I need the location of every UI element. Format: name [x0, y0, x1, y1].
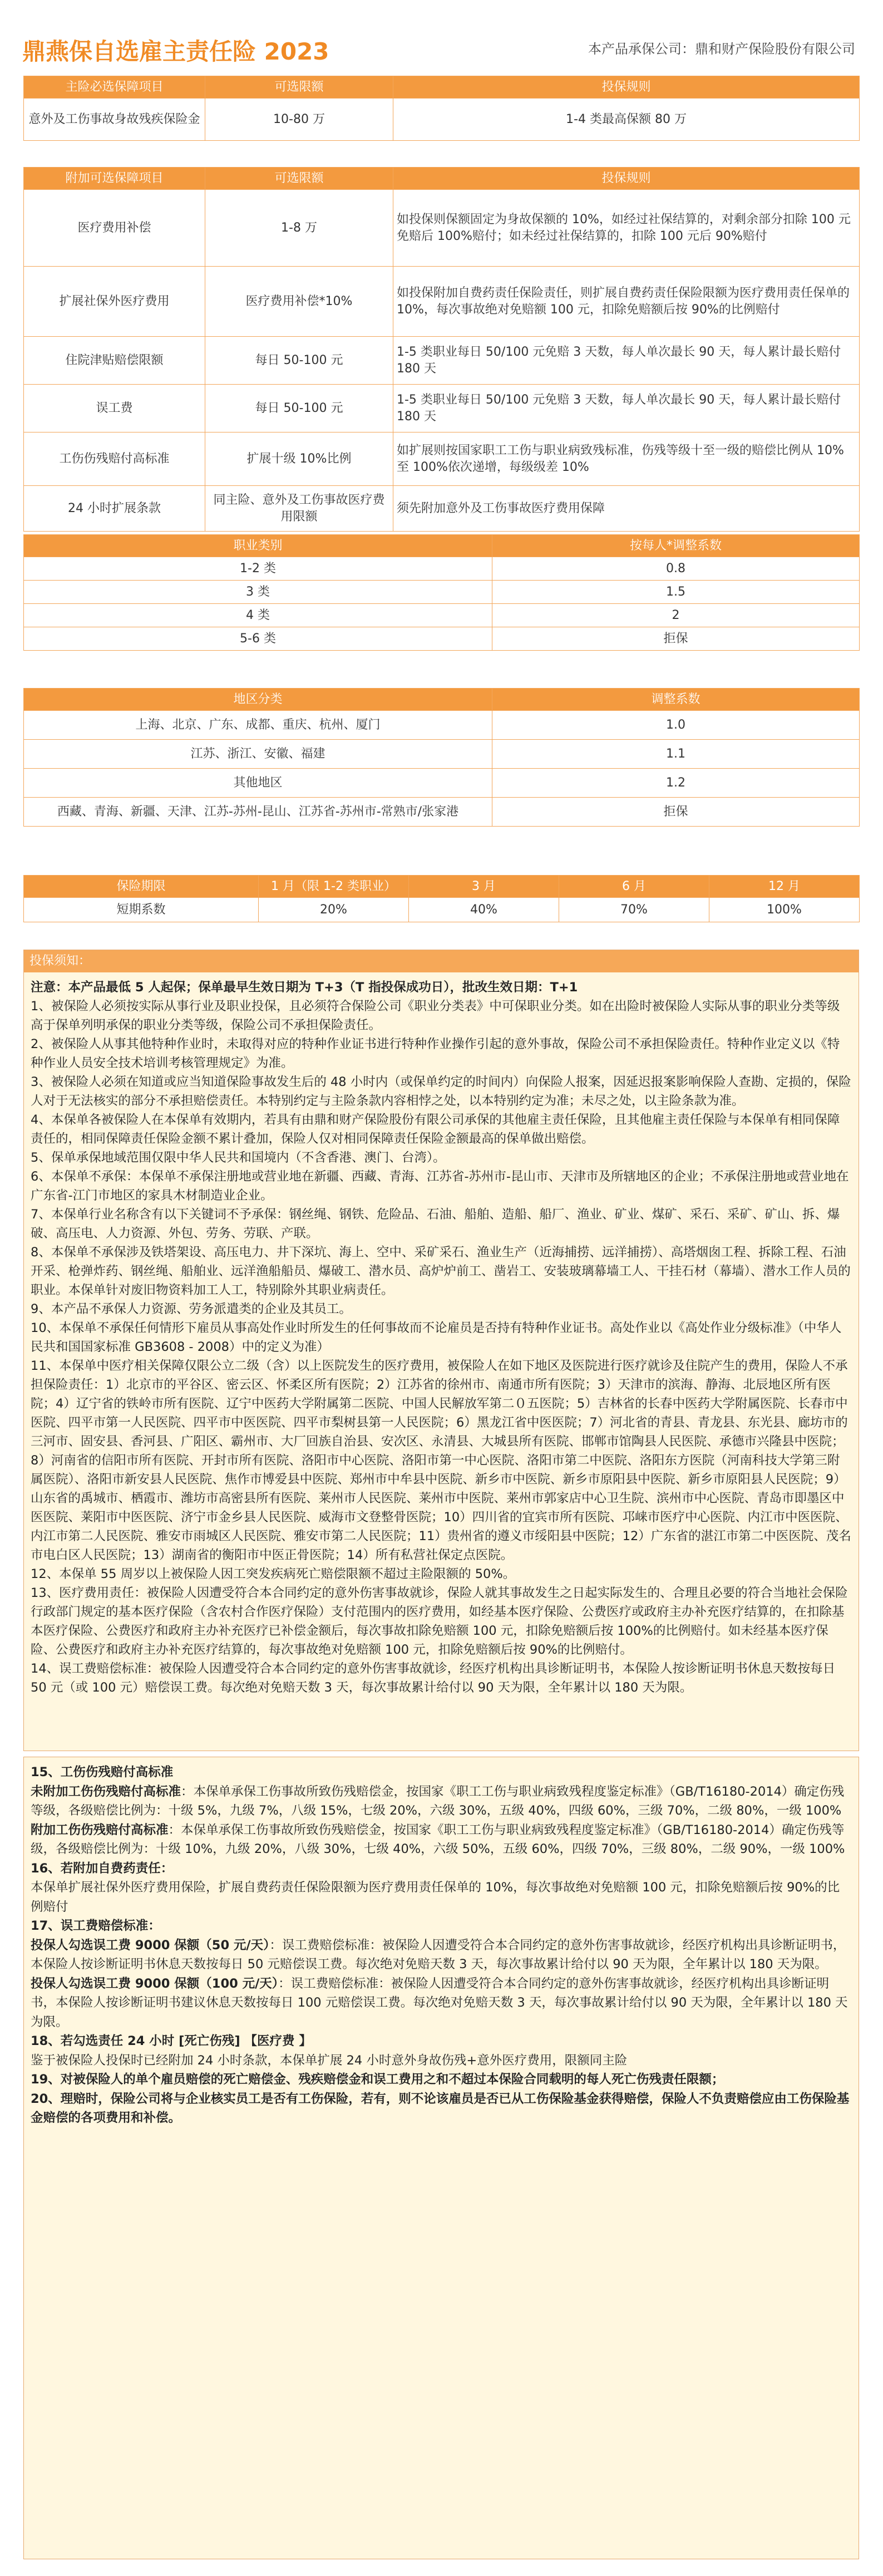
notice-paragraph: 10、本保单不承保任何情形下雇员从事高处作业时所发生的任何事故而不论雇员是否持有特种作业证书。高处作业以《高处作业分级标准》（中华人民共和国国家标准 GB3608 - 2008）中的定义为准） [31, 1321, 842, 1354]
region-name: 其他地区 [24, 769, 492, 798]
addon-rule: 1-5 类职业每日 50/100 元免赔 3 天数，每人单次最长 90 天，每人累计最长赔付 180 天 [393, 385, 860, 432]
notice-paragraph: 注意：本产品最低 5 人起保；保单最早生效日期为 T+3（T 指投保成功日），批改生效日期：T+1 [31, 980, 578, 995]
header-cell: 6 月 [559, 876, 709, 898]
region-factor: 拒保 [492, 798, 860, 827]
occupation-class: 5-6 类 [24, 627, 492, 651]
region-table [23, 688, 860, 827]
extra-term-item: 18、若勾选责任 24 小时 [死亡伤残] 【医疗费 】 [31, 2034, 312, 2048]
notice-body [24, 972, 859, 1703]
addon-limit: 扩展十级 10%比例 [205, 432, 393, 486]
table-row [24, 604, 860, 627]
period-factor: 40% [409, 898, 559, 922]
addon-rule: 如投保附加自费药责任保险责任，则扩展自费药责任保险限额为医疗费用责任保单的 10%，每次事故绝对免赔额 100 元，扣除免赔额后按 90%的比例赔付 [393, 267, 860, 337]
table-row [24, 711, 860, 740]
main-coverage-table [23, 76, 860, 141]
table-header-row [24, 76, 860, 99]
extra-term-lead: 附加工伤伤残赔付高标准 [31, 1822, 169, 1837]
header-cell: 可选限额 [205, 168, 393, 190]
extra-term-item [31, 1782, 852, 1821]
region-factor: 1.1 [492, 740, 860, 769]
notice-paragraph: 11、本保单中医疗相关保障仅限公立二级（含）以上医院发生的医疗费用，被保险人在如下地区及医院进行医疗就诊及住院产生的费用，保险人不承担保险责任：1）北京市的平谷区、密云区、怀柔区所有医院；2）江苏省的徐州市、南通市所有医院；3）天津市的滨海、静海、北辰地区所有医院；4）辽宁省的铁岭市所有医院、辽宁中医药大学附属第二医院、中国人民解放军第二０五医院；5）吉林省的长春中医药大学附属医院、长春市中医院、四平市第一人民医院、四平市中医医院、四平市梨树县第一人民医院；6）黑龙江省中医医院；7）河北省的青县、青龙县、东光县、廊坊市的三河市、固安县、香河县、广阳区、霸州市、大厂回族自治县、安次区、永清县、大城县所有医院、邯郸市馆陶县人民医院、承德市兴隆县中医院；8）河南省的信阳市所有医院、开封市所有医院、洛阳市中心医院、洛阳市第一中心医院、洛阳市第二中医院、洛阳东方医院（河南科技大学第三附属医院）、洛阳市新安县人民医院、焦作市博爱县中医院、郑州市中牟县中医院、新乡市中医院、新乡市原阳县中医院、新乡市原阳县人民医院；9）山东省的禹城市、栖霞市、潍坊市高密县所有医院、莱州市人民医院、莱州市中医院、莱州市郭家店中心卫生院、滨州市中心医院、青岛市即墨区中医医院、莱阳市中医医院、济宁市金乡县人民医院、威海市文登整骨医院；10）四川省的宜宾市所有医院、邛崃市医疗中心医院、内江市中医医院、内江市第二人民医院、雅安市雨城区人民医院、雅安市第二人民医院；11）贵州省的遵义市绥阳县中医院；12）广东省的湛江市第二中医医院、茂名市电白区人民医院；13）湖南省的衡阳市中医正骨医院；14）所有私营社保定点医院。 [31, 1359, 851, 1562]
period-factor: 70% [559, 898, 709, 922]
header-cell: 附加可选保障项目 [24, 168, 205, 190]
insurer-label: 本产品承保公司：鼎和财产保险股份有限公司 [588, 41, 855, 57]
header-cell: 投保规则 [393, 76, 860, 99]
addon-item: 住院津贴赔偿限额 [24, 337, 205, 385]
period-factor: 20% [259, 898, 409, 922]
table-row [24, 627, 860, 651]
header-cell: 1 月（限 1-2 类职业） [259, 876, 409, 898]
region-name: 上海、北京、广东、成都、重庆、杭州、厦门 [24, 711, 492, 740]
occupation-table [23, 534, 860, 651]
coverage-item: 意外及工伤事故身故残疾保险金 [24, 99, 205, 141]
table-header-row [24, 689, 860, 711]
table-row [24, 385, 860, 432]
addon-coverage-table [23, 167, 860, 532]
occupation-factor: 拒保 [492, 627, 860, 651]
table-row [24, 557, 860, 581]
extra-term-text: ：误工费赔偿标准：被保险人因遭受符合本合同约定的意外伤害事故就诊，经医疗机构出具诊断证明书，本保险人按诊断证明书建议休息天数按每日 100 元赔偿误工费。每次绝对免赔天数 3 天，每次事故累计给付以 90 天为限，全年累计以 180 天为限。 [31, 1976, 848, 2029]
header-cell: 按每人*调整系数 [492, 535, 860, 557]
header-cell: 12 月 [709, 876, 860, 898]
occupation-class: 3 类 [24, 581, 492, 604]
table-row [24, 337, 860, 385]
table-header-row [24, 535, 860, 557]
occupation-class: 1-2 类 [24, 557, 492, 581]
notice-paragraph: 12、本保单 55 周岁以上被保险人因工突发疾病死亡赔偿限额不超过主险限额的 50%。 [31, 1567, 516, 1581]
addon-rule: 如扩展则按国家职工工伤与职业病致残标准，伤残等级十至一级的赔偿比例从 10%至 100%依次递增，每级级差 10% [393, 432, 860, 486]
table-row [24, 486, 860, 532]
extra-term-item [31, 1821, 852, 1859]
header-cell: 3 月 [409, 876, 559, 898]
table-row [24, 898, 860, 922]
extra-term-item: 16、若附加自费药责任： [31, 1861, 174, 1876]
region-factor: 1.0 [492, 711, 860, 740]
addon-rule: 如投保则保额固定为身故保额的 10%，如经过社保结算的，对剩余部分扣除 100 元免赔后 100%赔付；如未经过社保结算的，扣除 100 元后 90%赔付 [393, 190, 860, 267]
addon-item: 医疗费用补偿 [24, 190, 205, 267]
addon-item: 24 小时扩展条款 [24, 486, 205, 532]
notice-paragraph: 8、本保单不承保涉及铁塔架设、高压电力、井下深坑、海上、空中、采矿采石、渔业生产（近海捕捞、远洋捕捞）、高塔烟囱工程、拆除工程、石油开采、枪弹炸药、钢丝绳、船舶业、远洋渔船船员、爆破工、潜水员、高炉炉前工、凿岩工、安装玻璃幕墙工人、干挂石材（幕墙）、潜水工作人员的职业。本保单针对废旧物资料加工人工，特别除外其职业病责任。 [31, 1245, 851, 1297]
notice-paragraph: 3、被保险人必须在知道或应当知道保险事故发生后的 48 小时内（或保单约定的时间内）向保险人报案，因延迟报案影响保险人查勘、定损的，保险人对于无法核实的部分不承担赔偿责任。本特别约定与主险条款内容相悖之处，以本特别约定为准；未尽之处，以主险条款为准。 [31, 1075, 851, 1108]
table-row [24, 267, 860, 337]
addon-item: 扩展社保外医疗费用 [24, 267, 205, 337]
notice-paragraph: 13、医疗费用责任：被保险人因遭受符合本合同约定的意外伤害事故就诊，保险人就其事故发生之日起实际发生的、合理且必要的符合当地社会保险行政部门规定的基本医疗保险（含农村合作医疗保险）支付范围内的医疗费用，如经基本医疗保险、公费医疗或政府主办补充医疗结算的，在扣除基本医疗保险、公费医疗和政府主办补充医疗已补偿金额后，每次事故扣除免赔额 100 元，扣除免赔额后按 100%的比例赔付。如未经基本医疗保险、公费医疗和政府主办补充医疗结算的，每次事故绝对免赔额 100 元，扣除免赔额后按 90%的比例赔付。 [31, 1586, 848, 1657]
extra-term-item: 20、理赔时，保险公司将与企业核实员工是否有工伤保险，若有，则不论该雇员是否已从工伤保险基金获得赔偿，保险人不负责赔偿应由工伤保险基金赔偿的各项费用和补偿。 [31, 2091, 850, 2125]
extra-terms-body [24, 1757, 859, 2133]
addon-rule: 1-5 类职业每日 50/100 元免赔 3 天数，每人单次最长 90 天，每人累计最长赔付 180 天 [393, 337, 860, 385]
header-cell: 主险必选保障项目 [24, 76, 205, 99]
extra-term-item: 15、工伤伤残赔付高标准 [31, 1765, 174, 1779]
period-table [23, 875, 860, 922]
coverage-rule: 1-4 类最高保额 80 万 [393, 99, 860, 141]
table-row [24, 432, 860, 486]
header [22, 11, 861, 78]
region-name: 西藏、青海、新疆、天津、江苏-苏州-昆山、江苏省-苏州市-常熟市/张家港 [24, 798, 492, 827]
notice-paragraph: 9、本产品不承保人力资源、劳务派遣类的企业及其员工。 [31, 1302, 352, 1316]
occupation-factor: 2 [492, 604, 860, 627]
header-cell: 可选限额 [205, 76, 393, 99]
addon-limit: 每日 50-100 元 [205, 337, 393, 385]
page-title: 鼎燕保自选雇主责任险 2023 [22, 38, 329, 65]
table-header-row [24, 876, 860, 898]
table-row [24, 740, 860, 769]
addon-limit: 1-8 万 [205, 190, 393, 267]
extra-term-text: ：本保单承保工伤事故所致伤残赔偿金，按国家《职工工伤与职业病致残程度鉴定标准》（GB/T16180-2014）确定伤残等级，各级赔偿比例为：十级 5%，九级 7%，八级 15%，七级 20%，六级 30%，五级 40%，四级 60%，三级 70%，二级 80%，一级 100% [31, 1784, 845, 1818]
extra-term-item [31, 1936, 852, 1974]
extra-term-text: ：本保单承保工伤事故所致伤残赔偿金，按国家《职工工伤与职业病致残程度鉴定标准》（GB/T16180-2014）确定伤残等级，各级赔偿比例为：十级 10%，九级 20%，八级 30%，七级 40%，六级 50%，五级 60%，四级 70%，三级 80%，二级 90%，一级 100% [31, 1822, 845, 1856]
addon-item: 误工费 [24, 385, 205, 432]
notice-paragraph: 2、被保险人从事其他特种作业时，未取得对应的特种作业证书进行特种作业操作引起的意外事故，保险公司不承担保险责任。特种作业定义以《特种作业人员安全技术培训考核管理规定》为准。 [31, 1037, 840, 1070]
notice-paragraph: 7、本保单行业名称含有以下关键词不予承保：钢丝绳、钢铁、危险品、石油、船舶、造船、船厂、渔业、矿业、煤矿、采石、采矿、矿山、拆、爆破、高压电、人力资源、外包、劳务、劳联、产联。 [31, 1207, 840, 1241]
occupation-class: 4 类 [24, 604, 492, 627]
extra-term-item: 鉴于被保险人投保时已经附加 24 小时条款，本保单扩展 24 小时意外身故伤残+意外医疗费用，限额同主险 [31, 2053, 628, 2068]
table-row [24, 99, 860, 141]
header-cell: 调整系数 [492, 689, 860, 711]
header-cell: 投保规则 [393, 168, 860, 190]
extra-term-item: 本保单扩展社保外医疗费用保险，扩展自费药责任保险限额为医疗费用责任保单的 10%，每次事故绝对免赔额 100 元，扣除免赔额后按 90%的比例赔付 [31, 1880, 840, 1914]
extra-term-item [31, 1974, 852, 2032]
extra-term-item: 19、对被保险人的单个雇员赔偿的死亡赔偿金、残疾赔偿金和误工费用之和不超过本保险合同载明的每人死亡伤残责任限额； [31, 2072, 724, 2087]
region-factor: 1.2 [492, 769, 860, 798]
notice-panel [23, 950, 859, 1751]
occupation-factor: 0.8 [492, 557, 860, 581]
addon-limit: 每日 50-100 元 [205, 385, 393, 432]
notice-paragraph: 1、被保险人必须按实际从事行业及职业投保，且必须符合保险公司《职业分类表》中可保职业分类。如在出险时被保险人实际从事的职业分类等级高于保单列明承保的职业分类等级，保险公司不承担保险责任。 [31, 999, 840, 1033]
addon-rule: 须先附加意外及工伤事故医疗费用保障 [393, 486, 860, 532]
table-row [24, 798, 860, 827]
header-cell: 保险期限 [24, 876, 259, 898]
notice-heading: 投保须知： [24, 950, 859, 972]
extra-terms-panel [23, 1757, 859, 2559]
extra-term-lead: 投保人勾选误工费 9000 保额（50 元/天） [31, 1938, 270, 1953]
table-row [24, 190, 860, 267]
notice-paragraph: 6、本保单不承保：本保单不承保注册地或营业地在新疆、西藏、青海、江苏省-苏州市-昆山市、天津市及所辖地区的企业；不承保注册地或营业地在广东省-江门市地区的家具木材制造业企业。 [31, 1169, 849, 1203]
period-factor: 100% [709, 898, 860, 922]
region-name: 江苏、浙江、安徽、福建 [24, 740, 492, 769]
addon-item: 工伤伤残赔付高标准 [24, 432, 205, 486]
header-cell: 职业类别 [24, 535, 492, 557]
period-label: 短期系数 [24, 898, 259, 922]
coverage-limit: 10-80 万 [205, 99, 393, 141]
table-header-row [24, 168, 860, 190]
addon-limit: 同主险、意外及工伤事故医疗费用限额 [205, 486, 393, 532]
extra-term-text: ：误工费赔偿标准：被保险人因遭受符合本合同约定的意外伤害事故就诊，经医疗机构出具诊断证明书，本保险人按诊断证明书休息天数按每日 50 元赔偿误工费。每次绝对免赔天数 3 天，每次事故累计给付以 90 天为限，全年累计以 180 天为限。 [31, 1938, 846, 1972]
extra-term-item: 17、误工费赔偿标准： [31, 1919, 161, 1933]
table-row [24, 581, 860, 604]
occupation-factor: 1.5 [492, 581, 860, 604]
extra-term-lead: 投保人勾选误工费 9000 保额（100 元/天） [31, 1976, 279, 1991]
notice-paragraph: 5、保单承保地域范围仅限中华人民共和国境内（不含香港、澳门、台湾）。 [31, 1151, 446, 1165]
addon-limit: 医疗费用补偿*10% [205, 267, 393, 337]
header-cell: 地区分类 [24, 689, 492, 711]
extra-term-lead: 未附加工伤伤残赔付高标准 [31, 1784, 181, 1799]
notice-paragraph: 4、本保单各被保险人在本保单有效期内，若具有由鼎和财产保险股份有限公司承保的其他雇主责任保险，且其他雇主责任保险与本保单有相同保障责任的，相同保障责任保险金额不累计叠加，保险人仅对相同保障责任保险金额最高的保单做出赔偿。 [31, 1113, 840, 1146]
notice-paragraph: 14、误工费赔偿标准：被保险人因遭受符合本合同约定的意外伤害事故就诊，经医疗机构出具诊断证明书，本保险人按诊断证明书休息天数按每日 50 元（或 100 元）赔偿误工费。每次绝对免赔天数 3 天，每次事故累计给付以 90 天为限，全年累计以 180 天为限。 [31, 1661, 836, 1695]
table-row [24, 769, 860, 798]
